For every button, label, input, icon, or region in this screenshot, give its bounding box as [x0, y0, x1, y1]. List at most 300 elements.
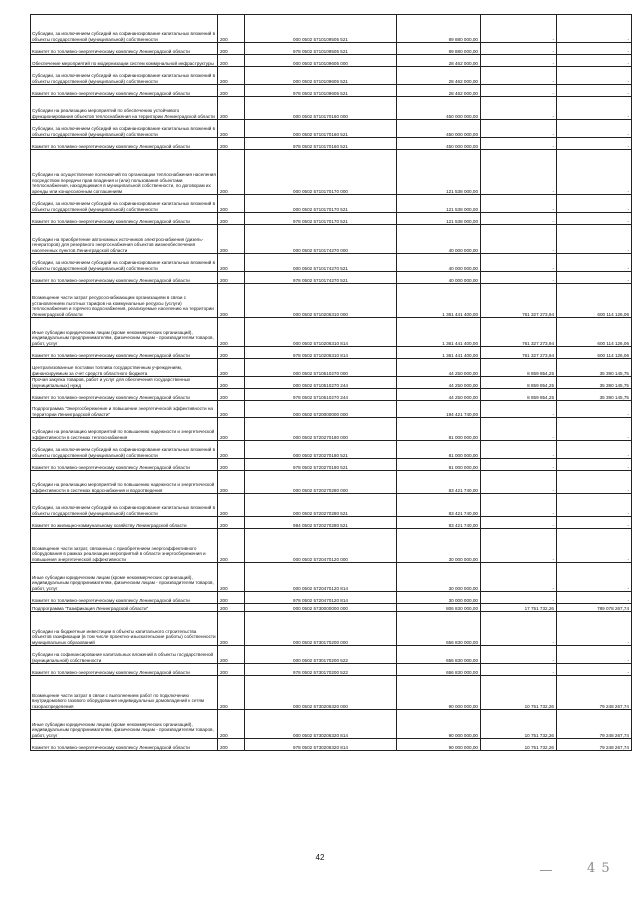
cell-unexecuted-text: -	[627, 597, 629, 603]
table-row	[30, 254, 632, 272]
cell-line-code-text: 200	[220, 394, 228, 400]
cell-line-code-text: 200	[220, 605, 228, 611]
table-row	[30, 85, 632, 97]
cell-name-text: Субсидии на осуществление полномочий по организации теплоснабжения населения посредством передачи прав владения и (или) пользования объектами теплоснабжения, находящимися в муниципальной собственности, по договорам их аренды или концессионным соглашениям	[32, 172, 216, 194]
cell-name-text: Комитет по топливно-энергетическому комплексу Ленинградской области	[32, 90, 190, 96]
cell-budget-code	[244, 529, 396, 562]
cell-line-code-text: 200	[220, 434, 228, 440]
cell-executed	[480, 604, 556, 611]
cell-line-code	[217, 646, 244, 663]
cell-unexecuted-text: -	[627, 90, 629, 96]
cell-unexecuted-text: -	[627, 265, 629, 271]
cell-executed-text: -	[552, 218, 554, 224]
cell-name-text: Подпрограмма "Газификация Ленинградской области"	[32, 605, 149, 611]
cell-line-code-text: 200	[220, 206, 228, 212]
cell-line-code-text: 200	[220, 510, 228, 516]
cell-approved	[396, 55, 480, 66]
cell-unexecuted	[556, 418, 632, 440]
cell-budget-code-text: 000 0502 5730170200 522	[293, 657, 348, 663]
cell-unexecuted-text: -	[627, 464, 629, 470]
cell-unexecuted	[556, 55, 632, 66]
cell-name	[30, 646, 217, 663]
cell-line-code	[217, 389, 244, 400]
cell-approved	[396, 418, 480, 440]
cell-executed	[480, 441, 556, 458]
cell-unexecuted-text: -	[627, 411, 629, 417]
table-row	[30, 55, 632, 67]
cell-name	[30, 739, 217, 750]
cell-executed	[480, 213, 556, 224]
cell-name-text: Комитет по топливно-энергетическому комплексу Ленинградской области	[32, 394, 190, 400]
stamp-dash	[540, 870, 552, 871]
cell-line-code-text: 200	[220, 556, 228, 562]
cell-name	[30, 195, 217, 212]
cell-budget-code	[244, 225, 396, 253]
cell-executed	[480, 592, 556, 603]
cell-approved	[396, 359, 480, 376]
cell-budget-code	[244, 459, 396, 470]
cell-budget-code	[244, 676, 396, 709]
cell-unexecuted-text: -	[627, 188, 629, 194]
cell-name-text: Комитет по топливно-энергетическому комплексу Ленинградской области	[32, 352, 190, 358]
cell-budget-code-text: 000 0502 5710206310 000	[293, 311, 348, 317]
cell-name-text: Субсидии, за исключением субсидий на софинансирование капитальных вложений в объекты государственной (муниципальной) собственности	[32, 73, 216, 84]
cell-executed	[480, 612, 556, 645]
table-row	[30, 592, 632, 604]
table-row	[30, 284, 632, 318]
cell-executed-text: -	[552, 60, 554, 66]
cell-line-code	[217, 441, 244, 458]
cell-approved	[396, 97, 480, 119]
cell-line-code	[217, 359, 244, 376]
cell-line-code-text: 200	[220, 382, 228, 388]
cell-executed	[480, 389, 556, 400]
cell-name	[30, 563, 217, 591]
cell-executed-text: 8 859 854,25	[527, 370, 554, 376]
cell-approved	[396, 15, 480, 42]
cell-executed	[480, 97, 556, 119]
cell-budget-code-text: 000 0502 5710170160 000	[293, 113, 348, 119]
cell-name	[30, 138, 217, 149]
cell-line-code	[217, 284, 244, 317]
cell-executed	[480, 676, 556, 709]
cell-line-code-text: 200	[220, 265, 228, 271]
cell-unexecuted	[556, 664, 632, 675]
cell-approved	[396, 150, 480, 194]
cell-unexecuted	[556, 401, 632, 417]
cell-approved-text: 28 462 000,00	[448, 60, 478, 66]
cell-name	[30, 67, 217, 84]
cell-line-code	[217, 225, 244, 253]
cell-line-code-text: 200	[220, 143, 228, 149]
cell-approved	[396, 67, 480, 84]
cell-executed-text: -	[552, 113, 554, 119]
cell-executed	[480, 347, 556, 358]
table-row	[30, 15, 632, 43]
cell-budget-code-text: 978 0502 5710206310 814	[293, 352, 348, 358]
cell-budget-code	[244, 664, 396, 675]
table-row	[30, 389, 632, 401]
table-row	[30, 43, 632, 55]
cell-unexecuted	[556, 85, 632, 96]
cell-line-code	[217, 138, 244, 149]
cell-approved-text: 194 421 740,00	[446, 411, 478, 417]
cell-approved	[396, 401, 480, 417]
cell-executed-text: -	[552, 78, 554, 84]
cell-line-code-text: 200	[220, 48, 228, 54]
cell-name-text: Комитет по топливно-энергетическому комплексу Ленинградской области	[32, 744, 190, 750]
cell-executed	[480, 225, 556, 253]
cell-approved	[396, 612, 480, 645]
table-row	[30, 676, 632, 710]
cell-budget-code-text: 978 0502 5730170200 522	[293, 669, 348, 675]
cell-executed-text: -	[552, 556, 554, 562]
cell-unexecuted-text: -	[627, 48, 629, 54]
cell-budget-code	[244, 471, 396, 493]
cell-budget-code	[244, 55, 396, 66]
cell-budget-code-text: 000 0502 5720270180 000	[293, 434, 348, 440]
cell-line-code	[217, 459, 244, 470]
cell-budget-code-text: 978 0502 5720470120 814	[293, 597, 348, 603]
cell-name-text: Централизованные поставки топлива государственным учреждениям, финансируемым за счет средств областного бюджета	[32, 365, 183, 376]
cell-executed-text: -	[552, 131, 554, 137]
cell-approved-text: 121 538 000,00	[446, 206, 478, 212]
cell-approved	[396, 138, 480, 149]
cell-line-code-text: 200	[220, 597, 228, 603]
cell-unexecuted-text: -	[627, 60, 629, 66]
cell-line-code	[217, 401, 244, 417]
cell-unexecuted-text: 79 248 267,74	[599, 703, 629, 709]
cell-executed	[480, 318, 556, 346]
cell-executed-text: 761 327 273,94	[522, 352, 554, 358]
cell-line-code	[217, 418, 244, 440]
cell-name-text: Иные субсидии юридическим лицам (кроме некоммерческих организаций), индивидуальным предпринимателям, физическим лицам - производителям товаров, работ, услуг	[32, 721, 214, 738]
cell-line-code	[217, 150, 244, 194]
cell-name	[30, 284, 217, 317]
cell-executed	[480, 459, 556, 470]
cell-approved	[396, 85, 480, 96]
cell-executed-text: -	[552, 585, 554, 591]
cell-name	[30, 272, 217, 283]
table-row	[30, 377, 632, 389]
cell-budget-code-text: 978 0502 5710109505 521	[293, 48, 348, 54]
cell-line-code-text: 200	[220, 247, 228, 253]
cell-line-code	[217, 377, 244, 388]
cell-unexecuted	[556, 710, 632, 738]
cell-line-code	[217, 592, 244, 603]
table-row	[30, 646, 632, 664]
cell-executed-text: -	[552, 452, 554, 458]
cell-name	[30, 401, 217, 417]
cell-executed	[480, 85, 556, 96]
cell-executed-text: 10 751 732,26	[524, 732, 554, 738]
cell-approved-text: 89 880 000,00	[448, 36, 478, 42]
cell-line-code	[217, 471, 244, 493]
cell-approved-text: 656 830 000,00	[446, 669, 478, 675]
cell-line-code	[217, 213, 244, 224]
cell-name	[30, 55, 217, 66]
cell-executed-text: -	[552, 247, 554, 253]
cell-line-code-text: 200	[220, 340, 228, 346]
cell-name	[30, 120, 217, 137]
cell-unexecuted	[556, 563, 632, 591]
cell-unexecuted	[556, 213, 632, 224]
cell-approved-text: 83 421 740,00	[448, 487, 478, 493]
cell-approved-text: 30 000 000,00	[448, 585, 478, 591]
cell-budget-code	[244, 347, 396, 358]
cell-budget-code-text: 000 0502 5710170160 521	[293, 131, 348, 137]
cell-unexecuted	[556, 272, 632, 283]
cell-name	[30, 359, 217, 376]
cell-line-code	[217, 85, 244, 96]
cell-unexecuted	[556, 150, 632, 194]
cell-unexecuted-text: 79 248 267,74	[599, 732, 629, 738]
cell-unexecuted	[556, 389, 632, 400]
cell-approved	[396, 563, 480, 591]
cell-budget-code-text: 978 0502 5720270180 521	[293, 464, 348, 470]
cell-approved-text: 44 250 000,00	[448, 394, 478, 400]
cell-budget-code	[244, 150, 396, 194]
cell-unexecuted	[556, 318, 632, 346]
cell-budget-code-text: 000 0502 5720270280 000	[293, 487, 348, 493]
cell-name-text: Субсидии, за исключением субсидий на софинансирование капитальных вложений в объекты государственной (муниципальной) собственности	[32, 260, 216, 271]
cell-approved	[396, 272, 480, 283]
cell-line-code-text: 200	[220, 113, 228, 119]
cell-budget-code-text: 000 0502 5720270280 521	[293, 510, 348, 516]
cell-name-text: Комитет по топливно-энергетическому комплексу Ленинградской области	[32, 277, 190, 283]
cell-unexecuted-text: -	[627, 78, 629, 84]
cell-unexecuted	[556, 529, 632, 562]
cell-name	[30, 517, 217, 528]
cell-approved-text: 90 000 000,00	[448, 703, 478, 709]
cell-executed	[480, 646, 556, 663]
cell-budget-code-text: 978 0502 5710170170 521	[293, 218, 348, 224]
cell-unexecuted	[556, 471, 632, 493]
cell-approved	[396, 120, 480, 137]
cell-executed-text: 8 859 854,25	[527, 382, 554, 388]
cell-budget-code-text: 000 0502 5720270180 521	[293, 452, 348, 458]
cell-line-code-text: 200	[220, 657, 228, 663]
table-row	[30, 517, 632, 529]
table-row	[30, 418, 632, 441]
table-row	[30, 138, 632, 150]
cell-unexecuted	[556, 225, 632, 253]
cell-budget-code	[244, 254, 396, 271]
cell-line-code-text: 200	[220, 90, 228, 96]
table-row	[30, 359, 632, 377]
cell-line-code-text: 200	[220, 703, 228, 709]
cell-name-text: Иные субсидии юридическим лицам (кроме некоммерческих организаций), индивидуальным предпринимателям, физическим лицам - производителям товаров, работ, услуг	[32, 574, 214, 591]
cell-line-code	[217, 529, 244, 562]
cell-approved-text: 450 000 000,00	[446, 131, 478, 137]
cell-unexecuted	[556, 347, 632, 358]
table-row	[30, 471, 632, 494]
cell-approved	[396, 254, 480, 271]
cell-budget-code	[244, 377, 396, 388]
cell-budget-code-text: 000 0502 5710170170 521	[293, 206, 348, 212]
cell-budget-code-text: 000 0502 5720470120 814	[293, 585, 348, 591]
cell-unexecuted-text: -	[627, 434, 629, 440]
cell-budget-code	[244, 612, 396, 645]
cell-name-text: Возмещение части затрат, связанных с приобретением энергоэффективного оборудования в рамках реализации мероприятий в области энергосбережения и повышения энергетической эффективности	[32, 545, 206, 562]
cell-approved-text: 450 000 000,00	[446, 113, 478, 119]
cell-approved-text: 656 830 000,00	[446, 639, 478, 645]
cell-name	[30, 389, 217, 400]
cell-executed	[480, 664, 556, 675]
cell-executed-text: -	[552, 48, 554, 54]
cell-budget-code-text: 978 0502 5710109605 521	[293, 90, 348, 96]
cell-line-code-text: 200	[220, 669, 228, 675]
cell-unexecuted-text: -	[627, 277, 629, 283]
cell-approved	[396, 225, 480, 253]
cell-line-code	[217, 563, 244, 591]
cell-line-code	[217, 604, 244, 611]
cell-name	[30, 254, 217, 271]
table-row	[30, 195, 632, 213]
cell-executed	[480, 563, 556, 591]
cell-unexecuted-text: -	[627, 522, 629, 528]
cell-approved	[396, 517, 480, 528]
cell-approved-text: 28 462 000,00	[448, 78, 478, 84]
cell-line-code-text: 200	[220, 78, 228, 84]
cell-name	[30, 604, 217, 611]
cell-executed-text: -	[552, 36, 554, 42]
cell-budget-code-text: 000 0502 5720000000 000	[293, 411, 348, 417]
cell-budget-code-text: 000 0502 5710109505 521	[293, 36, 348, 42]
cell-line-code	[217, 612, 244, 645]
cell-budget-code-text: 000 0502 5710109605 521	[293, 78, 348, 84]
cell-budget-code	[244, 120, 396, 137]
cell-approved	[396, 664, 480, 675]
cell-executed-text: -	[552, 265, 554, 271]
cell-budget-code	[244, 359, 396, 376]
cell-name-text: Комитет по топливно-энергетическому комплексу Ленинградской области	[32, 597, 190, 603]
cell-approved	[396, 318, 480, 346]
budget-table	[30, 14, 632, 751]
cell-budget-code	[244, 195, 396, 212]
cell-name-text: Субсидии на софинансирование капитальных вложений в объекты государственной (муниципальной) собственности	[32, 652, 214, 663]
cell-unexecuted	[556, 592, 632, 603]
cell-line-code	[217, 195, 244, 212]
table-row	[30, 739, 632, 751]
cell-approved-text: 40 000 000,00	[448, 265, 478, 271]
cell-executed	[480, 15, 556, 42]
cell-line-code	[217, 676, 244, 709]
cell-executed	[480, 710, 556, 738]
cell-unexecuted-text: 600 114 126,06	[597, 340, 629, 346]
cell-executed	[480, 284, 556, 317]
cell-line-code	[217, 67, 244, 84]
cell-approved-text: 121 538 000,00	[446, 188, 478, 194]
cell-line-code	[217, 43, 244, 54]
cell-approved-text: 806 830 000,00	[446, 605, 478, 611]
cell-name	[30, 347, 217, 358]
cell-name-text: Субсидии, за исключением субсидий на софинансирование капитальных вложений в объекты государственной (муниципальной) собственности	[32, 31, 216, 42]
cell-approved	[396, 284, 480, 317]
cell-name-text: Субсидии на реализацию мероприятий по повышению надежности и энергетической эффективности в системах теплоснабжения	[32, 429, 215, 440]
cell-budget-code-text: 000 0502 5730206320 814	[293, 732, 348, 738]
table-row	[30, 529, 632, 563]
cell-budget-code	[244, 604, 396, 611]
cell-budget-code	[244, 67, 396, 84]
cell-name	[30, 213, 217, 224]
table-row	[30, 459, 632, 471]
table-row	[30, 612, 632, 646]
cell-executed	[480, 195, 556, 212]
cell-line-code-text: 200	[220, 522, 228, 528]
cell-line-code	[217, 120, 244, 137]
cell-executed	[480, 377, 556, 388]
cell-executed	[480, 517, 556, 528]
table-row	[30, 272, 632, 284]
cell-executed	[480, 67, 556, 84]
cell-budget-code-text: 000 0502 5710170170 000	[293, 188, 348, 194]
handwritten-page-stamp: 4 5	[587, 861, 611, 876]
table-row	[30, 710, 632, 739]
table-row	[30, 441, 632, 459]
cell-executed	[480, 739, 556, 750]
cell-approved	[396, 347, 480, 358]
cell-unexecuted-text: 35 390 145,75	[599, 394, 629, 400]
cell-line-code-text: 200	[220, 36, 228, 42]
cell-name	[30, 664, 217, 675]
cell-name-text: Субсидии на реализацию мероприятий по обеспечению устойчивого функционирования объектов теплоснабжения на территории Ленинградской области	[32, 108, 215, 119]
cell-executed-text: -	[552, 464, 554, 470]
cell-budget-code-text: 978 0502 5710170160 521	[293, 143, 348, 149]
cell-line-code	[217, 272, 244, 283]
cell-name-text: Субсидии, за исключением субсидий на софинансирование капитальных вложений в объекты государственной (муниципальной) собственности	[32, 505, 216, 516]
cell-executed	[480, 401, 556, 417]
cell-name-text: Субсидии, за исключением субсидий на софинансирование капитальных вложений в объекты государственной (муниципальной) собственности	[32, 201, 216, 212]
cell-unexecuted	[556, 195, 632, 212]
cell-name	[30, 441, 217, 458]
cell-budget-code	[244, 441, 396, 458]
cell-line-code	[217, 347, 244, 358]
cell-line-code-text: 200	[220, 352, 228, 358]
cell-unexecuted-text: -	[627, 556, 629, 562]
cell-approved	[396, 494, 480, 516]
cell-unexecuted	[556, 43, 632, 54]
cell-line-code	[217, 710, 244, 738]
table-row	[30, 97, 632, 120]
cell-approved	[396, 459, 480, 470]
cell-approved-text: 450 000 000,00	[446, 143, 478, 149]
cell-unexecuted	[556, 441, 632, 458]
cell-executed	[480, 471, 556, 493]
cell-unexecuted-text: -	[627, 510, 629, 516]
table-row	[30, 67, 632, 85]
cell-approved-text: 30 000 000,00	[448, 556, 478, 562]
cell-name-text: Комитет по топливно-энергетическому комплексу Ленинградской области	[32, 218, 190, 224]
cell-executed-text: -	[552, 487, 554, 493]
cell-name-text: Обеспечение мероприятий по модернизации систем коммунальной инфраструктуры	[32, 60, 214, 66]
cell-approved	[396, 195, 480, 212]
cell-approved	[396, 213, 480, 224]
cell-executed-text: -	[552, 277, 554, 283]
cell-approved-text: 81 000 000,00	[448, 434, 478, 440]
cell-budget-code-text: 000 0502 5720470120 000	[293, 556, 348, 562]
cell-name	[30, 85, 217, 96]
cell-line-code	[217, 254, 244, 271]
cell-executed	[480, 43, 556, 54]
cell-name	[30, 15, 217, 42]
cell-executed-text: -	[552, 597, 554, 603]
cell-name-text: Субсидии на приобретение автономных источников электроснабжения (дизель-генераторов) для резервного энергоснабжения объектов жизнеобеспечения населенных пунктов Ленинградской области	[32, 236, 204, 253]
cell-name	[30, 43, 217, 54]
cell-line-code-text: 200	[220, 732, 228, 738]
cell-executed-text: -	[552, 434, 554, 440]
cell-line-code-text: 200	[220, 218, 228, 224]
